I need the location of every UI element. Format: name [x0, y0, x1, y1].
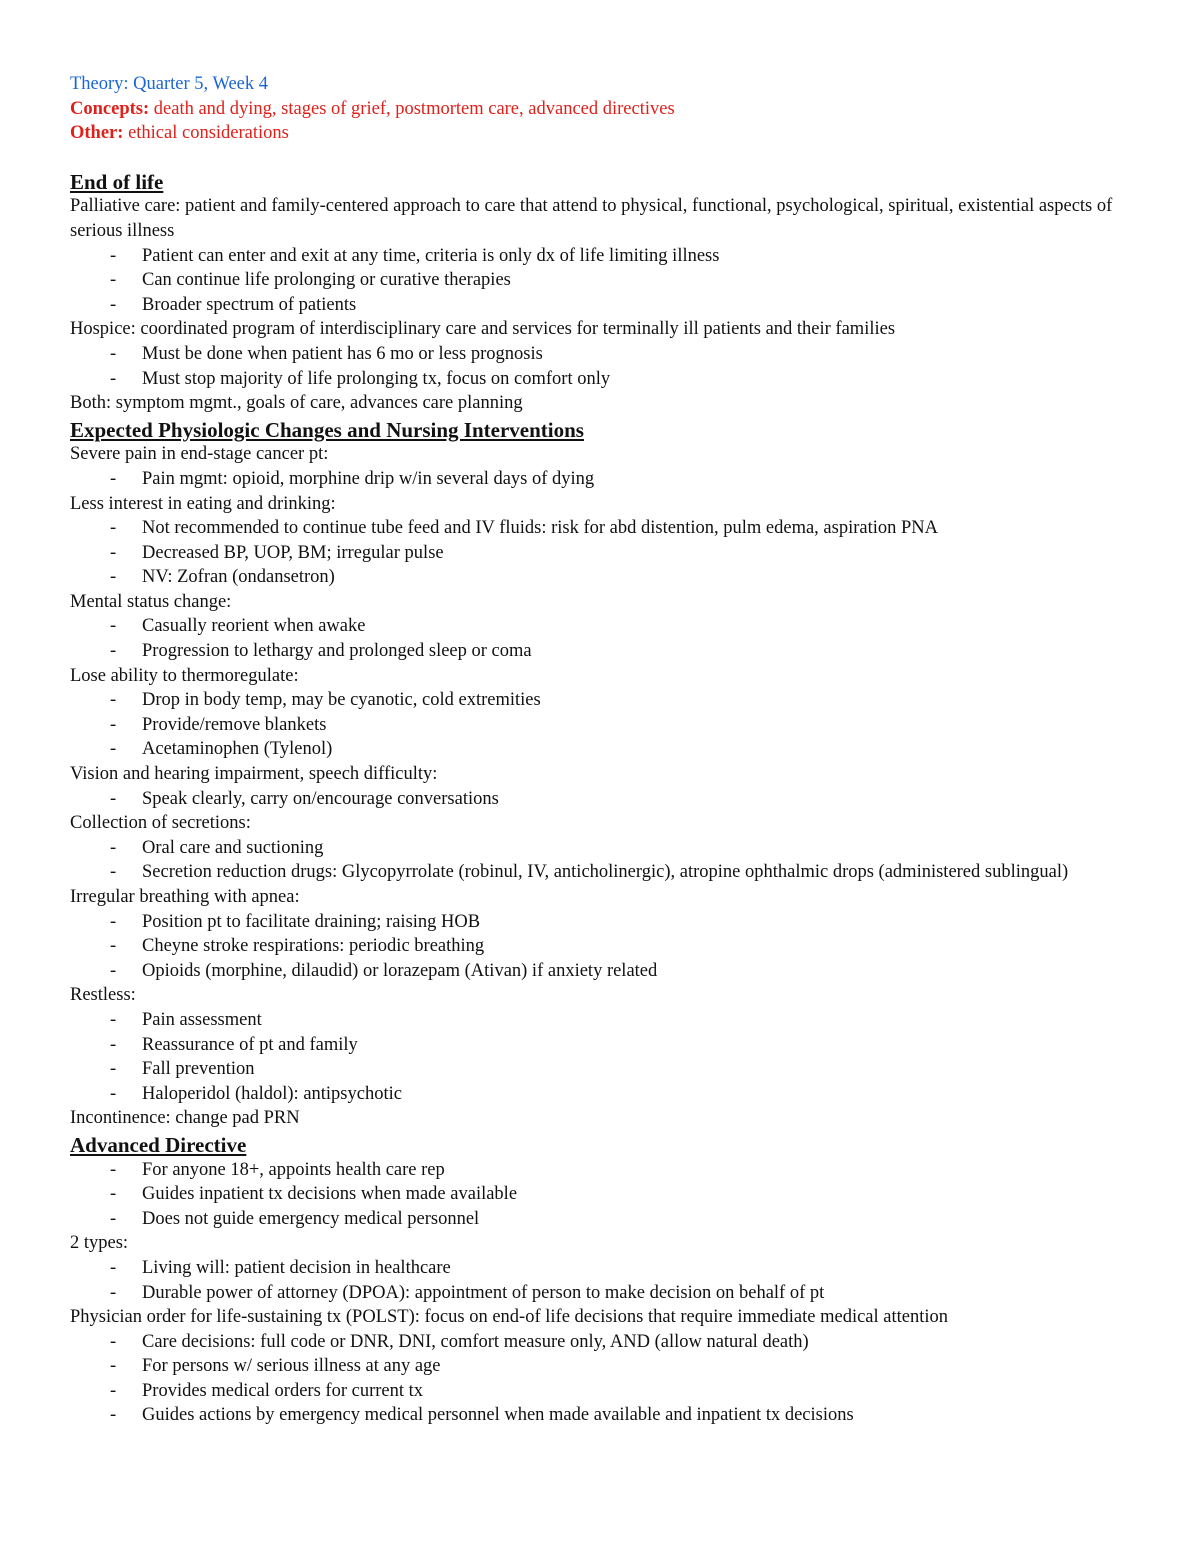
list-item-text: Patient can enter and exit at any time, criteria is only dx of life limiting illness: [142, 245, 720, 266]
bullet-dash: -: [110, 1405, 117, 1426]
bullet-dash: -: [110, 739, 117, 760]
bullet-dash: -: [110, 1034, 117, 1055]
list-item-text: Care decisions: full code or DNR, DNI, comfort measure only, AND (allow natural death): [142, 1331, 809, 1352]
bullet-dash: -: [110, 1380, 117, 1401]
both-line: Both: symptom mgmt., goals of care, advances care planning: [70, 393, 523, 414]
bullet-dash: -: [110, 1184, 117, 1205]
bullet-dash: -: [110, 960, 117, 981]
list-item: [70, 541, 1150, 566]
list-item: [70, 688, 1150, 713]
list-item-text: Provide/remove blankets: [142, 714, 327, 735]
list-item: [70, 1008, 1150, 1033]
bullet-dash: -: [110, 690, 117, 711]
bullet-dash: -: [110, 862, 117, 883]
bullet-dash: -: [110, 911, 117, 932]
list-item: [70, 1281, 1150, 1306]
bullet-dash: -: [110, 936, 117, 957]
symptom-label: Mental status change:: [70, 591, 232, 612]
concepts-line: [70, 97, 1150, 122]
list-item-text: Opioids (morphine, dilaudid) or lorazepam (Ativan) if anxiety related: [142, 960, 658, 981]
polst-definition: Physician order for life-sustaining tx (POLST): focus on end-of life decisions that require immediate medical attention: [70, 1307, 949, 1328]
types-label: 2 types:: [70, 1233, 129, 1254]
other-text: ethical considerations: [123, 123, 289, 144]
bullet-dash: -: [110, 343, 117, 364]
list-item-text: Provides medical orders for current tx: [142, 1380, 424, 1401]
symptom-label: Irregular breathing with apnea:: [70, 887, 300, 907]
list-item-text: Must stop majority of life prolonging tx, focus on comfort only: [142, 368, 611, 389]
palliative-definition: Palliative care: patient and family-centered approach to care that attend to physical, functional, psychological, spiritual, existential aspects of serious illness: [70, 196, 1113, 241]
list-item: [70, 934, 1150, 959]
list-item: [70, 639, 1150, 664]
list-item: [70, 293, 1150, 318]
list-item: [70, 1379, 1150, 1404]
list-item-text: Oral care and suctioning: [142, 837, 324, 858]
polst-list: [70, 1330, 1150, 1428]
bullet-dash: -: [110, 567, 117, 588]
list-item: [70, 1082, 1150, 1107]
list-item-text: Guides actions by emergency medical personnel when made available and inpatient tx decisions: [142, 1405, 854, 1426]
list-item: [70, 959, 1150, 984]
symptom-label: Restless:: [70, 985, 136, 1006]
list-item: [70, 910, 1150, 935]
bullet-dash: -: [110, 837, 117, 858]
list-item-text: Reassurance of pt and family: [142, 1034, 358, 1055]
other-line: [70, 121, 1150, 146]
bullet-dash: -: [110, 1208, 117, 1229]
bullet-dash: -: [110, 294, 117, 315]
concepts-text: death and dying, stages of grief, postmortem care, advanced directives: [149, 98, 675, 119]
symptom-label: Incontinence: change pad PRN: [70, 1108, 300, 1129]
list-item-text: Not recommended to continue tube feed and IV fluids: risk for abd distention, pulm edema, aspiration PNA: [142, 518, 939, 539]
list-item: [70, 787, 1150, 812]
list-item: [70, 342, 1150, 367]
bullet-dash: -: [110, 1083, 117, 1104]
list-item-text: Cheyne stroke respirations: periodic breathing: [142, 936, 485, 957]
list-item: [70, 1403, 1150, 1428]
list-item: [70, 268, 1150, 293]
list-item-text: Casually reorient when awake: [142, 616, 366, 637]
concepts-label: Concepts:: [70, 98, 150, 119]
list-item-text: Guides inpatient tx decisions when made available: [142, 1184, 518, 1205]
list-item: [70, 737, 1150, 762]
list-item: [70, 836, 1150, 861]
list-item-text: Secretion reduction drugs: Glycopyrrolate (robinul, IV, anticholinergic), atropine ophthalmic drops (administered sublingual): [142, 862, 1069, 883]
list-item-text: Fall prevention: [142, 1059, 255, 1080]
list-item: [70, 1207, 1150, 1232]
bullet-dash: -: [110, 1159, 117, 1180]
list-item-text: Durable power of attorney (DPOA): appointment of person to make decision on behalf of pt: [142, 1282, 825, 1303]
list-item: [70, 1057, 1150, 1082]
bullet-dash: -: [110, 788, 117, 809]
list-item-text: Can continue life prolonging or curative therapies: [142, 270, 511, 291]
bullet-dash: -: [110, 368, 117, 389]
bullet-dash: -: [110, 1331, 117, 1352]
list-item: [70, 1354, 1150, 1379]
bullet-dash: -: [110, 1059, 117, 1080]
bullet-dash: -: [110, 641, 117, 662]
heading-physiologic-changes: Expected Physiologic Changes and Nursing Interventions: [70, 417, 584, 442]
list-item-text: Acetaminophen (Tylenol): [142, 739, 333, 760]
symptom-label: Vision and hearing impairment, speech difficulty:: [70, 764, 438, 785]
bullet-dash: -: [110, 518, 117, 539]
heading-advanced-directive: Advanced Directive: [70, 1132, 247, 1157]
hospice-list: [70, 342, 1150, 391]
list-item: [70, 1182, 1150, 1207]
symptom-label: Collection of secretions:: [70, 813, 251, 834]
bullet-dash: -: [110, 1257, 117, 1278]
list-item: [70, 565, 1150, 590]
list-item-text: Living will: patient decision in healthcare: [142, 1257, 451, 1278]
bullet-dash: -: [110, 270, 117, 291]
list-item: [70, 1158, 1150, 1183]
advanced-list: [70, 1158, 1150, 1232]
list-item: [70, 516, 1150, 541]
list-item-text: Pain mgmt: opioid, morphine drip w/in several days of dying: [142, 468, 595, 489]
list-item: [70, 614, 1150, 639]
document-page: [70, 72, 1150, 1428]
list-item-text: Progression to lethargy and prolonged sleep or coma: [142, 641, 532, 662]
bullet-dash: -: [110, 1009, 117, 1030]
bullet-dash: -: [110, 468, 117, 489]
types-list: [70, 1256, 1150, 1305]
physiologic-groups: [70, 442, 1150, 1131]
palliative-list: [70, 244, 1150, 318]
bullet-dash: -: [110, 714, 117, 735]
list-item-text: Drop in body temp, may be cyanotic, cold extremities: [142, 690, 541, 711]
list-item-text: Broader spectrum of patients: [142, 294, 357, 315]
list-item: [70, 713, 1150, 738]
list-item: [70, 367, 1150, 392]
list-item-text: NV: Zofran (ondansetron): [142, 567, 335, 588]
list-item: [70, 467, 1150, 492]
list-item-text: Position pt to facilitate draining; raising HOB: [142, 911, 481, 932]
list-item: [70, 244, 1150, 269]
list-item-text: Must be done when patient has 6 mo or less prognosis: [142, 343, 543, 364]
heading-end-of-life: End of life: [70, 169, 164, 194]
bullet-dash: -: [110, 542, 117, 563]
list-item: [70, 1033, 1150, 1058]
symptom-label: Less interest in eating and drinking:: [70, 493, 336, 514]
list-item-text: Does not guide emergency medical personnel: [142, 1208, 480, 1229]
list-item-text: For anyone 18+, appoints health care rep: [142, 1159, 445, 1180]
symptom-label: Lose ability to thermoregulate:: [70, 665, 299, 686]
bullet-dash: -: [110, 616, 117, 637]
bullet-dash: -: [110, 245, 117, 266]
list-item-text: Pain assessment: [142, 1009, 262, 1030]
list-item: [70, 860, 1150, 885]
list-item: [70, 1330, 1150, 1355]
list-item-text: Speak clearly, carry on/encourage conversations: [142, 788, 499, 809]
list-item-text: For persons w/ serious illness at any age: [142, 1356, 441, 1377]
bullet-dash: -: [110, 1356, 117, 1377]
bullet-dash: -: [110, 1282, 117, 1303]
theory-line: Theory: Quarter 5, Week 4: [70, 74, 268, 94]
symptom-label: Severe pain in end-stage cancer pt:: [70, 444, 329, 465]
list-item-text: Haloperidol (haldol): antipsychotic: [142, 1083, 402, 1104]
list-item: [70, 1256, 1150, 1281]
list-item-text: Decreased BP, UOP, BM; irregular pulse: [142, 542, 444, 563]
other-label: Other:: [70, 123, 124, 144]
hospice-definition: Hospice: coordinated program of interdisciplinary care and services for terminally ill patients and their families: [70, 319, 896, 340]
